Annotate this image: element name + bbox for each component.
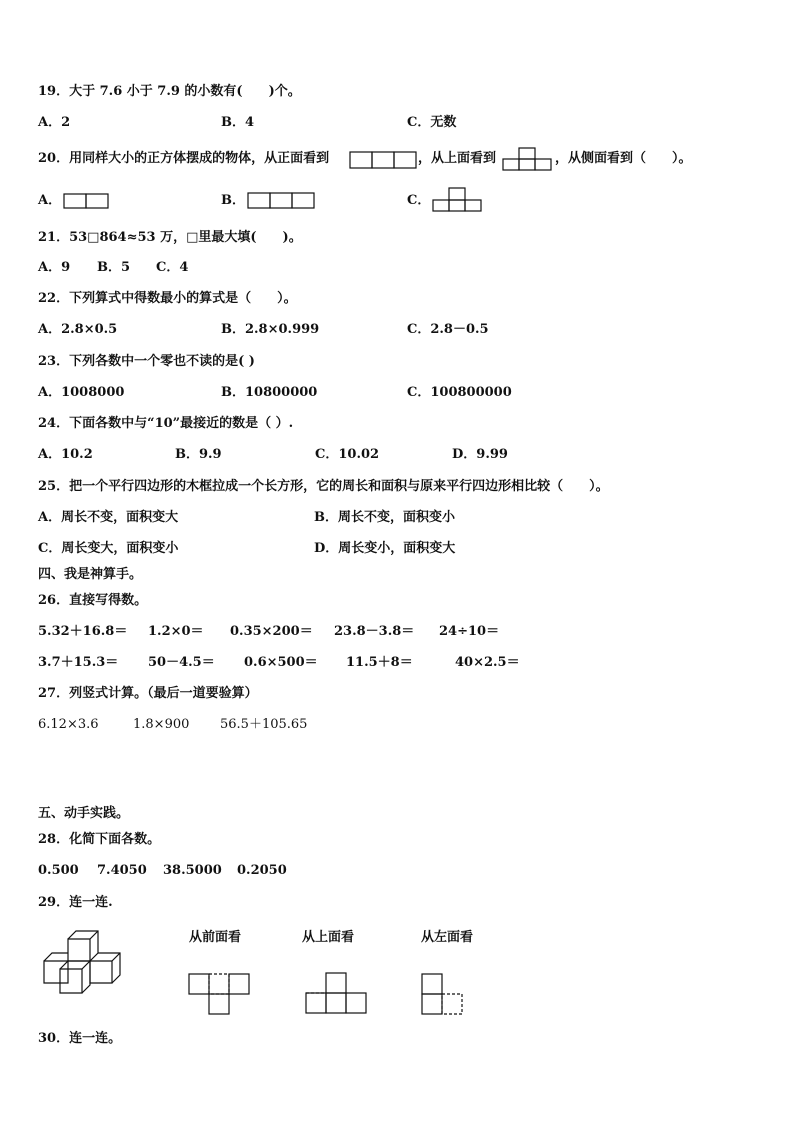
question-20-side: ，从侧面看到（ ）。 xyxy=(555,151,692,166)
calc-item: 0.6×500＝ xyxy=(244,655,318,670)
q23-option-b[interactable]: B．10800000 xyxy=(221,385,318,400)
simplify-item: 7.4050 xyxy=(97,863,147,878)
question-22: 22．下列算式中得数最小的算式是（ ）。 xyxy=(38,291,297,306)
q25-option-c[interactable]: C．周长变大，面积变小 xyxy=(38,541,179,556)
question-28: 28．化简下面各数。 xyxy=(38,832,161,847)
q19-option-c[interactable]: C．无数 xyxy=(407,115,457,130)
q22-option-a[interactable]: A．2.8×0.5 xyxy=(38,322,118,337)
question-26: 26．直接写得数。 xyxy=(38,593,148,608)
section-4-title: 四、我是神算手。 xyxy=(38,567,143,582)
question-23: 23．下列各数中一个零也不读的是( ) xyxy=(38,354,255,369)
calc-item: 5.32＋16.8＝ xyxy=(38,624,128,639)
section-5-title: 五、动手实践。 xyxy=(38,806,130,821)
q22-option-c[interactable]: C．2.8－0.5 xyxy=(407,322,489,337)
q25-option-a[interactable]: A．周长不变，面积变大 xyxy=(38,510,179,525)
simplify-item: 38.5000 xyxy=(163,863,222,878)
q19-option-b[interactable]: B．4 xyxy=(221,115,255,130)
option-c-figure xyxy=(433,188,485,214)
option-b-figure xyxy=(248,193,316,211)
question-29: 29．连一连. xyxy=(38,895,113,910)
vertical-calc-item: 6.12×3.6 xyxy=(38,717,99,732)
q24-option-c[interactable]: C．10.02 xyxy=(315,447,380,462)
q25-option-d[interactable]: D．周长变小，面积变大 xyxy=(314,541,456,556)
calc-item: 3.7＋15.3＝ xyxy=(38,655,119,670)
q24-option-a[interactable]: A．10.2 xyxy=(38,447,93,462)
question-30: 30．连一连。 xyxy=(38,1031,122,1046)
q25-option-b[interactable]: B．周长不变，面积变小 xyxy=(314,510,455,525)
question-24: 24．下面各数中与“10”最接近的数是（ ）. xyxy=(38,416,294,431)
q21-option-a[interactable]: A．9 xyxy=(38,260,71,275)
calc-item: 50－4.5＝ xyxy=(148,655,215,670)
q19-option-a[interactable]: A．2 xyxy=(38,115,71,130)
simplify-item: 0.500 xyxy=(38,863,79,878)
q24-option-d[interactable]: D．9.99 xyxy=(452,447,508,462)
top-view-shape[interactable] xyxy=(305,972,369,1016)
option-a-figure xyxy=(64,194,110,210)
calc-item: 11.5＋8＝ xyxy=(346,655,413,670)
question-21: 21．53□864≈53 万，□里最大填( )。 xyxy=(38,230,302,245)
question-19: 19．大于 7.6 小于 7.9 的小数有( )个。 xyxy=(38,84,301,99)
left-view-shape[interactable] xyxy=(421,973,465,1017)
q21-option-c[interactable]: C．4 xyxy=(156,260,189,275)
q22-option-b[interactable]: B．2.8×0.999 xyxy=(221,322,320,337)
question-20-front: 20．用同样大小的正方体摆成的物体，从正面看到 xyxy=(38,151,330,166)
calc-item: 40×2.5＝ xyxy=(455,655,520,670)
calc-item: 24÷10＝ xyxy=(439,624,500,639)
cube-solid-figure xyxy=(42,927,138,999)
q23-option-a[interactable]: A．1008000 xyxy=(38,385,125,400)
calc-item: 23.8－3.8＝ xyxy=(334,624,415,639)
question-20-top: ，从上面看到 xyxy=(418,151,497,166)
q20-option-a[interactable]: A． xyxy=(38,193,62,208)
top-view-figure xyxy=(503,148,553,172)
q20-option-c[interactable]: C． xyxy=(407,193,431,208)
simplify-item: 0.2050 xyxy=(237,863,287,878)
view-label-left: 从左面看 xyxy=(421,930,474,945)
vertical-calc-item: 1.8×900 xyxy=(133,717,190,732)
q21-option-b[interactable]: B．5 xyxy=(97,260,131,275)
question-25: 25．把一个平行四边形的木框拉成一个长方形，它的周长和面积与原来平行四边形相比较（ ）。 xyxy=(38,479,609,494)
q20-option-b[interactable]: B． xyxy=(221,193,245,208)
front-view-shape[interactable] xyxy=(188,973,252,1017)
vertical-calc-item: 56.5＋105.65 xyxy=(220,717,308,732)
view-label-front: 从前面看 xyxy=(189,930,242,945)
question-27: 27．列竖式计算。（最后一道要验算） xyxy=(38,686,258,701)
front-view-figure xyxy=(350,152,418,170)
calc-item: 0.35×200＝ xyxy=(230,624,313,639)
calc-item: 1.2×0＝ xyxy=(148,624,204,639)
q24-option-b[interactable]: B．9.9 xyxy=(175,447,222,462)
q23-option-c[interactable]: C．100800000 xyxy=(407,385,512,400)
view-label-top: 从上面看 xyxy=(302,930,355,945)
